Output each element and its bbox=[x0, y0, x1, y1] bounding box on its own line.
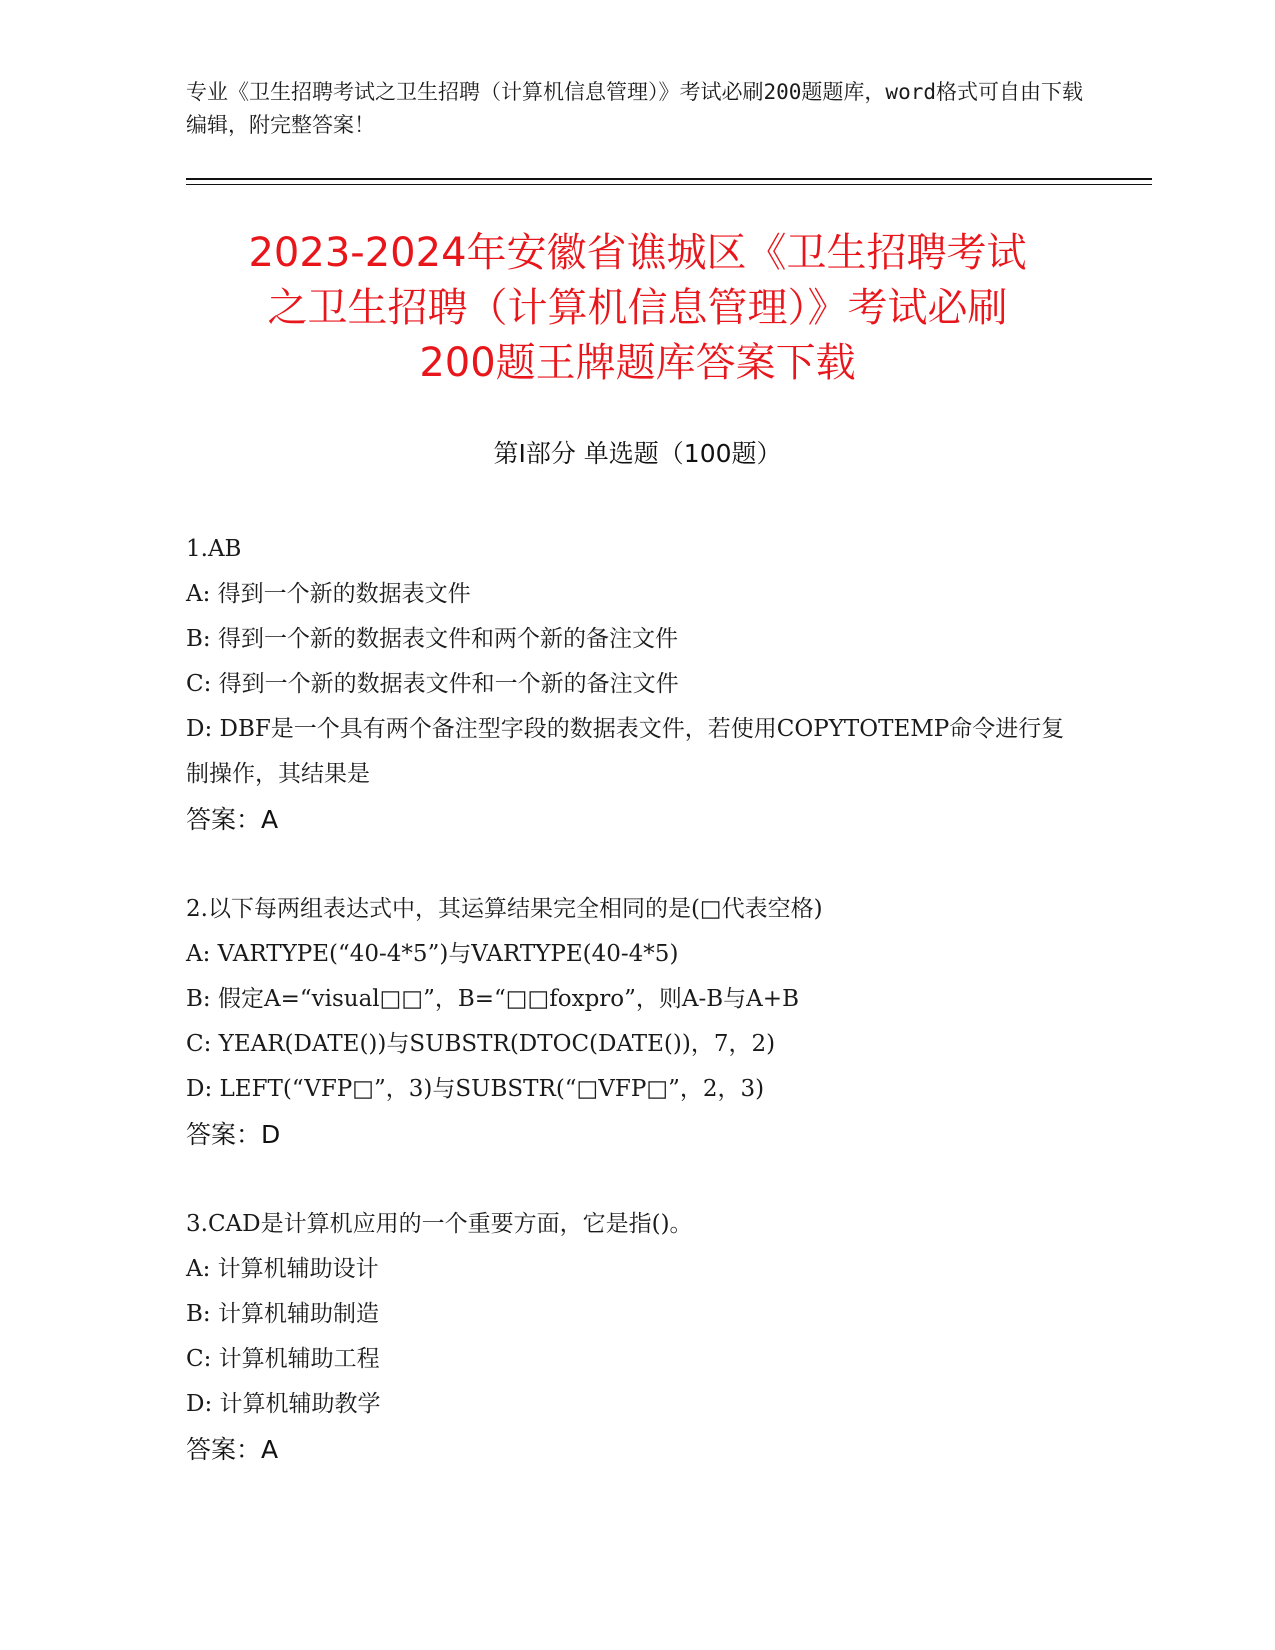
question-1 bbox=[186, 527, 1086, 843]
option-c: C: 得到一个新的数据表文件和一个新的备注文件 bbox=[186, 671, 679, 697]
document-title bbox=[180, 226, 1095, 391]
answer-line: 答案：A bbox=[186, 805, 279, 834]
option-d: D: DBF是一个具有两个备注型字段的数据表文件，若使用COPYTOTEMP命令进行复制操作，其结果是 bbox=[186, 716, 1065, 787]
option-b: B: 假定A=“visual□□”，B=“□□foxpro”，则A-B与A+B bbox=[186, 986, 799, 1012]
header-divider-thin bbox=[186, 184, 1152, 185]
document-title-line-1: 2023-2024年安徽省谯城区《卫生招聘考试 bbox=[248, 230, 1027, 276]
option-c: C: 计算机辅助工程 bbox=[186, 1346, 380, 1372]
document-title-line-3: 200题王牌题库答案下载 bbox=[419, 340, 856, 386]
answer-line: 答案：D bbox=[186, 1120, 281, 1149]
answer-line: 答案：A bbox=[186, 1435, 279, 1464]
question-stem: 1.AB bbox=[186, 536, 242, 562]
question-2 bbox=[186, 887, 1086, 1158]
option-c: C: YEAR(DATE())与SUBSTR(DTOC(DATE())，7，2) bbox=[186, 1031, 776, 1057]
header-divider-thick bbox=[186, 178, 1152, 180]
option-a: A: VARTYPE(“40-4*5”)与VARTYPE(40-4*5) bbox=[186, 941, 679, 967]
option-b: B: 计算机辅助制造 bbox=[186, 1301, 379, 1327]
question-stem: 2.以下每两组表达式中，其运算结果完全相同的是(□代表空格) bbox=[186, 896, 823, 922]
question-stem: 3.CAD是计算机应用的一个重要方面，它是指()。 bbox=[186, 1211, 693, 1237]
option-d: D: 计算机辅助教学 bbox=[186, 1391, 381, 1417]
section-heading: 第Ⅰ部分 单选题（100题） bbox=[493, 439, 782, 468]
option-b: B: 得到一个新的数据表文件和两个新的备注文件 bbox=[186, 626, 678, 652]
question-list bbox=[186, 527, 1086, 1517]
question-3 bbox=[186, 1202, 1086, 1473]
option-a: A: 计算机辅助设计 bbox=[186, 1256, 379, 1282]
document-title-line-2: 之卫生招聘（计算机信息管理）》考试必刷 bbox=[267, 285, 1008, 331]
header-note: 专业《卫生招聘考试之卫生招聘（计算机信息管理）》考试必刷200题题库，word格式可自由下载编辑，附完整答案！ bbox=[186, 80, 1083, 137]
option-a: A: 得到一个新的数据表文件 bbox=[186, 581, 471, 607]
option-d: D: LEFT(“VFP□”，3)与SUBSTR(“□VFP□”，2，3) bbox=[186, 1076, 765, 1102]
